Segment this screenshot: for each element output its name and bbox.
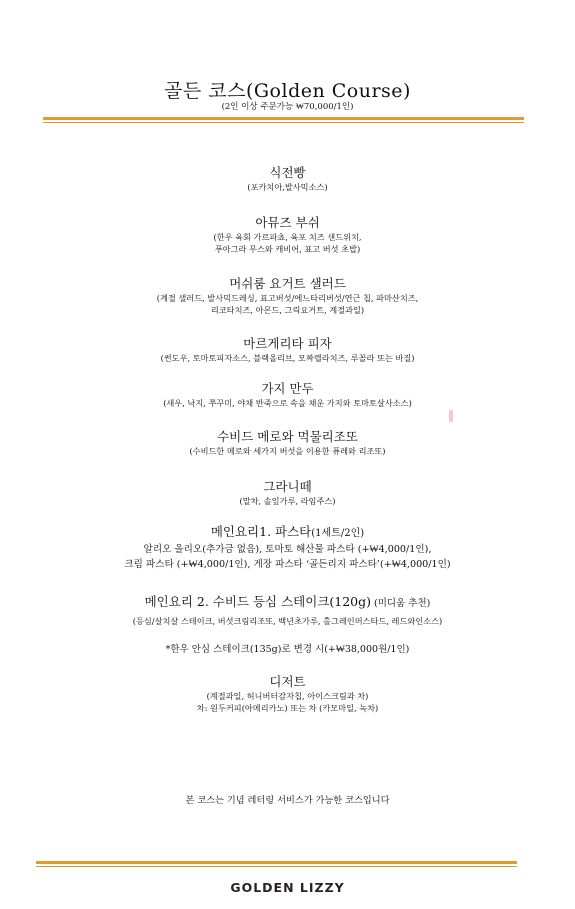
menu-item-name: 그라니떼 bbox=[263, 479, 312, 494]
menu-item-desc: 리코타치즈, 아몬드, 그릭요거트, 계절과일) bbox=[210, 305, 365, 315]
menu-item-desc: (포카치아,발사믹소스) bbox=[247, 182, 328, 192]
highlight-marker bbox=[449, 410, 453, 422]
menu-item-salad bbox=[0, 275, 575, 335]
course-price-note: (2인 이상 주문가능 ₩70,000/1인) bbox=[221, 102, 354, 112]
menu-item-desc: (썬도우, 토마토피자소스, 블랙올리브, 모짜렐라치즈, 루꼴라 또는 바질) bbox=[160, 353, 415, 363]
menu-item-desc: (수비드한 메로와 세가지 버섯을 이용한 퓨레와 리조또) bbox=[189, 446, 386, 456]
menu-item-amuse-bouche bbox=[0, 214, 575, 275]
menu-item-desc: 차: 원두커피(아메리카노) 또는 차 (카모마일, 녹차) bbox=[196, 703, 379, 713]
menu-item-name bbox=[0, 593, 575, 612]
top-divider bbox=[43, 117, 524, 123]
menu-item-name: 머쉬룸 요거트 샐러드 bbox=[229, 276, 346, 291]
doneness-recommendation: (미디움 추천) bbox=[371, 598, 431, 609]
menu-item-name: 가지 만두 bbox=[261, 381, 314, 396]
menu-item-pizza bbox=[0, 335, 575, 380]
menu-item-name: 마르게리타 피자 bbox=[243, 336, 332, 351]
course-menu bbox=[0, 164, 575, 714]
lettering-service-note: 본 코스는 기념 레터링 서비스가 가능한 코스입니다 bbox=[185, 795, 390, 806]
main-course-title: 메인요리1. 파스타 bbox=[210, 524, 312, 539]
menu-item-name bbox=[0, 523, 575, 542]
main-course-title: 메인요리 2. 수비드 등심 스테이크(120g) bbox=[144, 594, 372, 609]
pasta-options-line: 크림 파스타 (+₩4,000/1인), 게장 파스타 ‘골든리지 파스타’(+₩4,000/1인) bbox=[124, 559, 451, 570]
menu-item-desc: (계절 샐러드, 발사믹드레싱, 표고버섯/에느타리버섯/연근 칩, 파마산치즈, bbox=[156, 293, 419, 303]
page-title: 골든 코스(Golden Course) bbox=[164, 80, 411, 102]
menu-item-desc: (새우, 낙지, 쭈꾸미, 야채 반죽으로 속을 채운 가지와 토마토살사소스) bbox=[163, 398, 412, 408]
menu-item-granita bbox=[0, 478, 575, 523]
upgrade-note: *한우 안심 스테이크(135g)로 변경 시(+₩38,000원/1인) bbox=[165, 644, 410, 655]
menu-item-desc: (말차, 솔잎가루, 라임주스) bbox=[239, 496, 336, 506]
menu-item-main-steak bbox=[0, 593, 575, 673]
menu-item-desc: (계절과일, 허니버터감자칩, 아이스크림과 차) bbox=[206, 691, 369, 701]
menu-item-name: 아뮤즈 부쉬 bbox=[255, 215, 320, 230]
menu-item-dessert bbox=[0, 673, 575, 714]
pasta-options-line: 알리오 올리오(추가금 없음), 토마토 해산물 파스타 (+₩4,000/1인), bbox=[143, 544, 432, 555]
menu-item-name: 수비드 메로와 먹물리조또 bbox=[217, 429, 358, 444]
menu-item-desc: (한우 육회 가르파쵸, 육포 치즈 샌드위치, bbox=[213, 232, 362, 242]
menu-item-eggplant-dumpling bbox=[0, 380, 575, 428]
menu-item-name: 식전빵 bbox=[269, 165, 306, 180]
brand-logo: GOLDEN LIZZY bbox=[230, 880, 345, 895]
menu-item-risotto bbox=[0, 428, 575, 478]
menu-item-main-pasta bbox=[0, 523, 575, 593]
menu-item-bread bbox=[0, 164, 575, 214]
menu-item-name: 디저트 bbox=[269, 674, 306, 689]
main-course-serving: (1세트/2인) bbox=[311, 528, 365, 539]
menu-item-desc: 푸아그라 무스와 캐비어, 표고 버섯 초밥) bbox=[214, 244, 361, 254]
menu-item-desc: (등심/살치살 스테이크, 버섯크림리조또, 백년초가루, 홀그레인머스타드, 레드와인소스) bbox=[132, 616, 443, 626]
bottom-divider bbox=[36, 861, 517, 867]
